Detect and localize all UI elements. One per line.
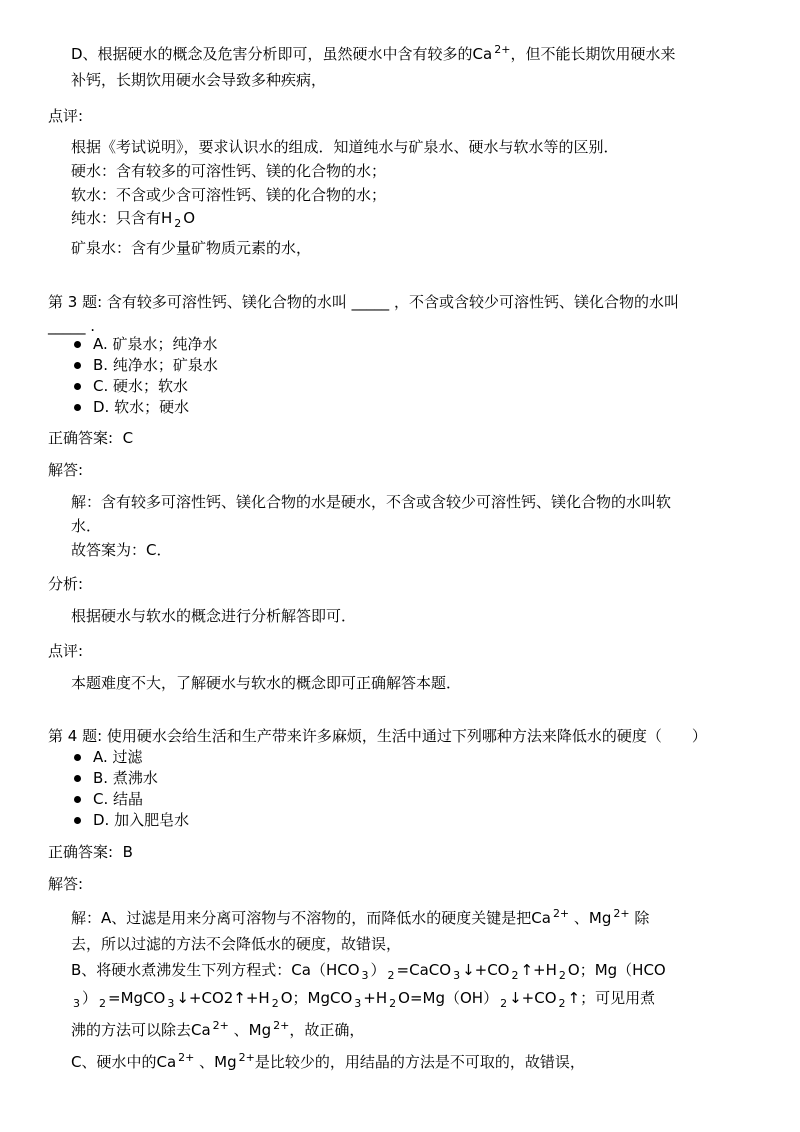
q4-options [48,747,189,831]
option-text: B. 纯净水；矿泉水 [93,356,218,374]
prev-comment-line: 硬水：含有较多的可溶性钙、镁的化合物的水； [71,162,387,180]
q4-title: 第 4 题: 使用硬水会给生活和生产带来许多麻烦，生活中通过下列哪种方法来降低水的硬度（ ） [48,727,707,745]
option-text: A. 过滤 [93,748,143,766]
bullet-icon [74,796,81,803]
q4-option-c [48,789,189,810]
q4-answer [48,842,133,863]
q3-solution-label: 解答: [48,461,84,479]
subscript: 3 [167,997,175,1010]
option-text: C. 结晶 [93,790,144,808]
q3-analysis-label: 分析: [48,575,84,593]
prev-option-d-line2: 补钙，长期饮用硬水会导致多种疾病， [71,71,327,89]
text: ↓+CO [509,989,557,1007]
q3-option-d [48,397,218,418]
text: 纯水：只含有H [71,209,173,227]
q3-comment-label: 点评: [48,642,84,660]
subscript: 2 [500,997,508,1010]
subscript: 2 [558,997,566,1010]
superscript: 2+ [238,1051,255,1064]
text: ） [82,989,98,1007]
q4-option-a [48,747,189,768]
prev-pure-water [71,208,195,229]
bullet-icon [74,383,81,390]
option-text: A. 矿泉水；纯净水 [93,335,218,353]
q3-title-line1: 第 3 题: 含有较多可溶性钙、镁化合物的水叫 _____ ，不含或含较少可溶性钙、镁化合物的水叫 [48,293,679,311]
bullet-icon [74,404,81,411]
answer-value: C [122,429,134,447]
text: 、Mg [194,1053,237,1071]
q4-solution-label: 解答: [48,875,84,893]
text: +H [363,989,388,1007]
superscript: 2+ [178,1051,195,1064]
text: ，故正确， [289,1021,365,1039]
superscript: 2+ [613,907,630,920]
text: ，但不能长期饮用硬水来 [510,45,676,63]
text: ↓+CO [462,961,510,979]
q4-solution-c-line1 [71,1052,585,1073]
subscript: 2 [389,997,397,1010]
q3-analysis-text: 根据硬水与软水的概念进行分析解答即可． [71,607,357,625]
q4-option-d [48,810,189,831]
subscript: 3 [361,969,369,982]
prev-option-d-line1 [71,44,675,65]
option-text: C. 硬水；软水 [93,377,189,395]
prev-comment-label: 点评: [48,107,84,125]
text: ↑+H [520,961,557,979]
text: 除 [629,909,650,927]
text: B、将硬水煮沸发生下列方程式：Ca（HCO [71,961,360,979]
answer-label: 正确答案: [48,843,114,861]
q4-option-b [48,768,189,789]
q3-option-b [48,355,218,376]
text: ↓+CO2↑+H [176,989,270,1007]
option-text: D. 加入肥皂水 [93,811,190,829]
subscript: 3 [354,997,362,1010]
text: ↑；可见用煮 [567,989,656,1007]
answer-label: 正确答案: [48,429,114,447]
subscript: 2 [174,217,182,230]
q4-solution-b-line2 [71,988,655,1009]
text: O；Mg（HCO [567,961,666,979]
text: =MgCO [108,989,166,1007]
text: O [183,209,196,227]
q4-solution-a-line2: 去，所以过滤的方法不会降低水的硬度，故错误， [71,935,402,953]
q4-solution-b-line3 [71,1020,364,1041]
bullet-icon [74,817,81,824]
q3-solution-line: 水． [71,517,102,535]
text: 沸的方法可以除去Ca [71,1021,211,1039]
option-text: D. 软水；硬水 [93,398,190,416]
q3-option-c [48,376,218,397]
q4-solution-a-line1 [71,908,649,929]
text: 、Mg [569,909,612,927]
text: C、硬水中的Ca [71,1053,177,1071]
bullet-icon [74,754,81,761]
subscript: 2 [99,997,107,1010]
option-text: B. 煮沸水 [93,769,158,787]
text: D、根据硬水的概念及危害分析即可，虽然硬水中含有较多的Ca [71,45,493,63]
subscript: 3 [453,969,461,982]
q3-option-a [48,334,218,355]
text: 是比较少的，用结晶的方法是不可取的，故错误， [254,1053,585,1071]
prev-comment-line: 根据《考试说明》，要求认识水的组成．知道纯水与矿泉水、硬水与软水等的区别． [71,138,619,156]
bullet-icon [74,362,81,369]
subscript: 2 [271,997,279,1010]
text: =CaCO [396,961,452,979]
q3-title-line2: _____ . [48,317,96,335]
text: O；MgCO [280,989,353,1007]
q3-solution-line: 解：含有较多可溶性钙、镁化合物的水是硬水，不含或含较少可溶性钙、镁化合物的水叫软 [71,493,672,511]
superscript: 2+ [212,1019,229,1032]
prev-comment-line: 软水：不含或少含可溶性钙、镁的化合物的水； [71,186,387,204]
text: 、Mg [228,1021,272,1039]
superscript: 2+ [552,907,570,920]
q3-options [48,334,218,418]
subscript: 2 [558,969,566,982]
subscript: 2 [511,969,519,982]
answer-value: B [122,843,133,861]
text: 解：A、过滤是用来分离可溶物与不溶物的，而降低水的硬度关键是把Ca [71,909,551,927]
prev-mineral-water: 矿泉水：含有少量矿物质元素的水， [71,239,312,257]
text: ） [370,961,386,979]
subscript: 2 [387,969,395,982]
q4-solution-b-line1 [71,960,666,981]
q3-answer [48,428,133,449]
superscript: 2+ [494,43,511,56]
bullet-icon [74,341,81,348]
q3-comment-text: 本题难度不大，了解硬水与软水的概念即可正确解答本题． [71,674,462,692]
subscript: 3 [73,997,80,1010]
q3-solution-line: 故答案为：C． [71,541,172,559]
text: O=Mg（OH） [398,989,499,1007]
superscript: 2+ [273,1019,290,1032]
bullet-icon [74,775,81,782]
